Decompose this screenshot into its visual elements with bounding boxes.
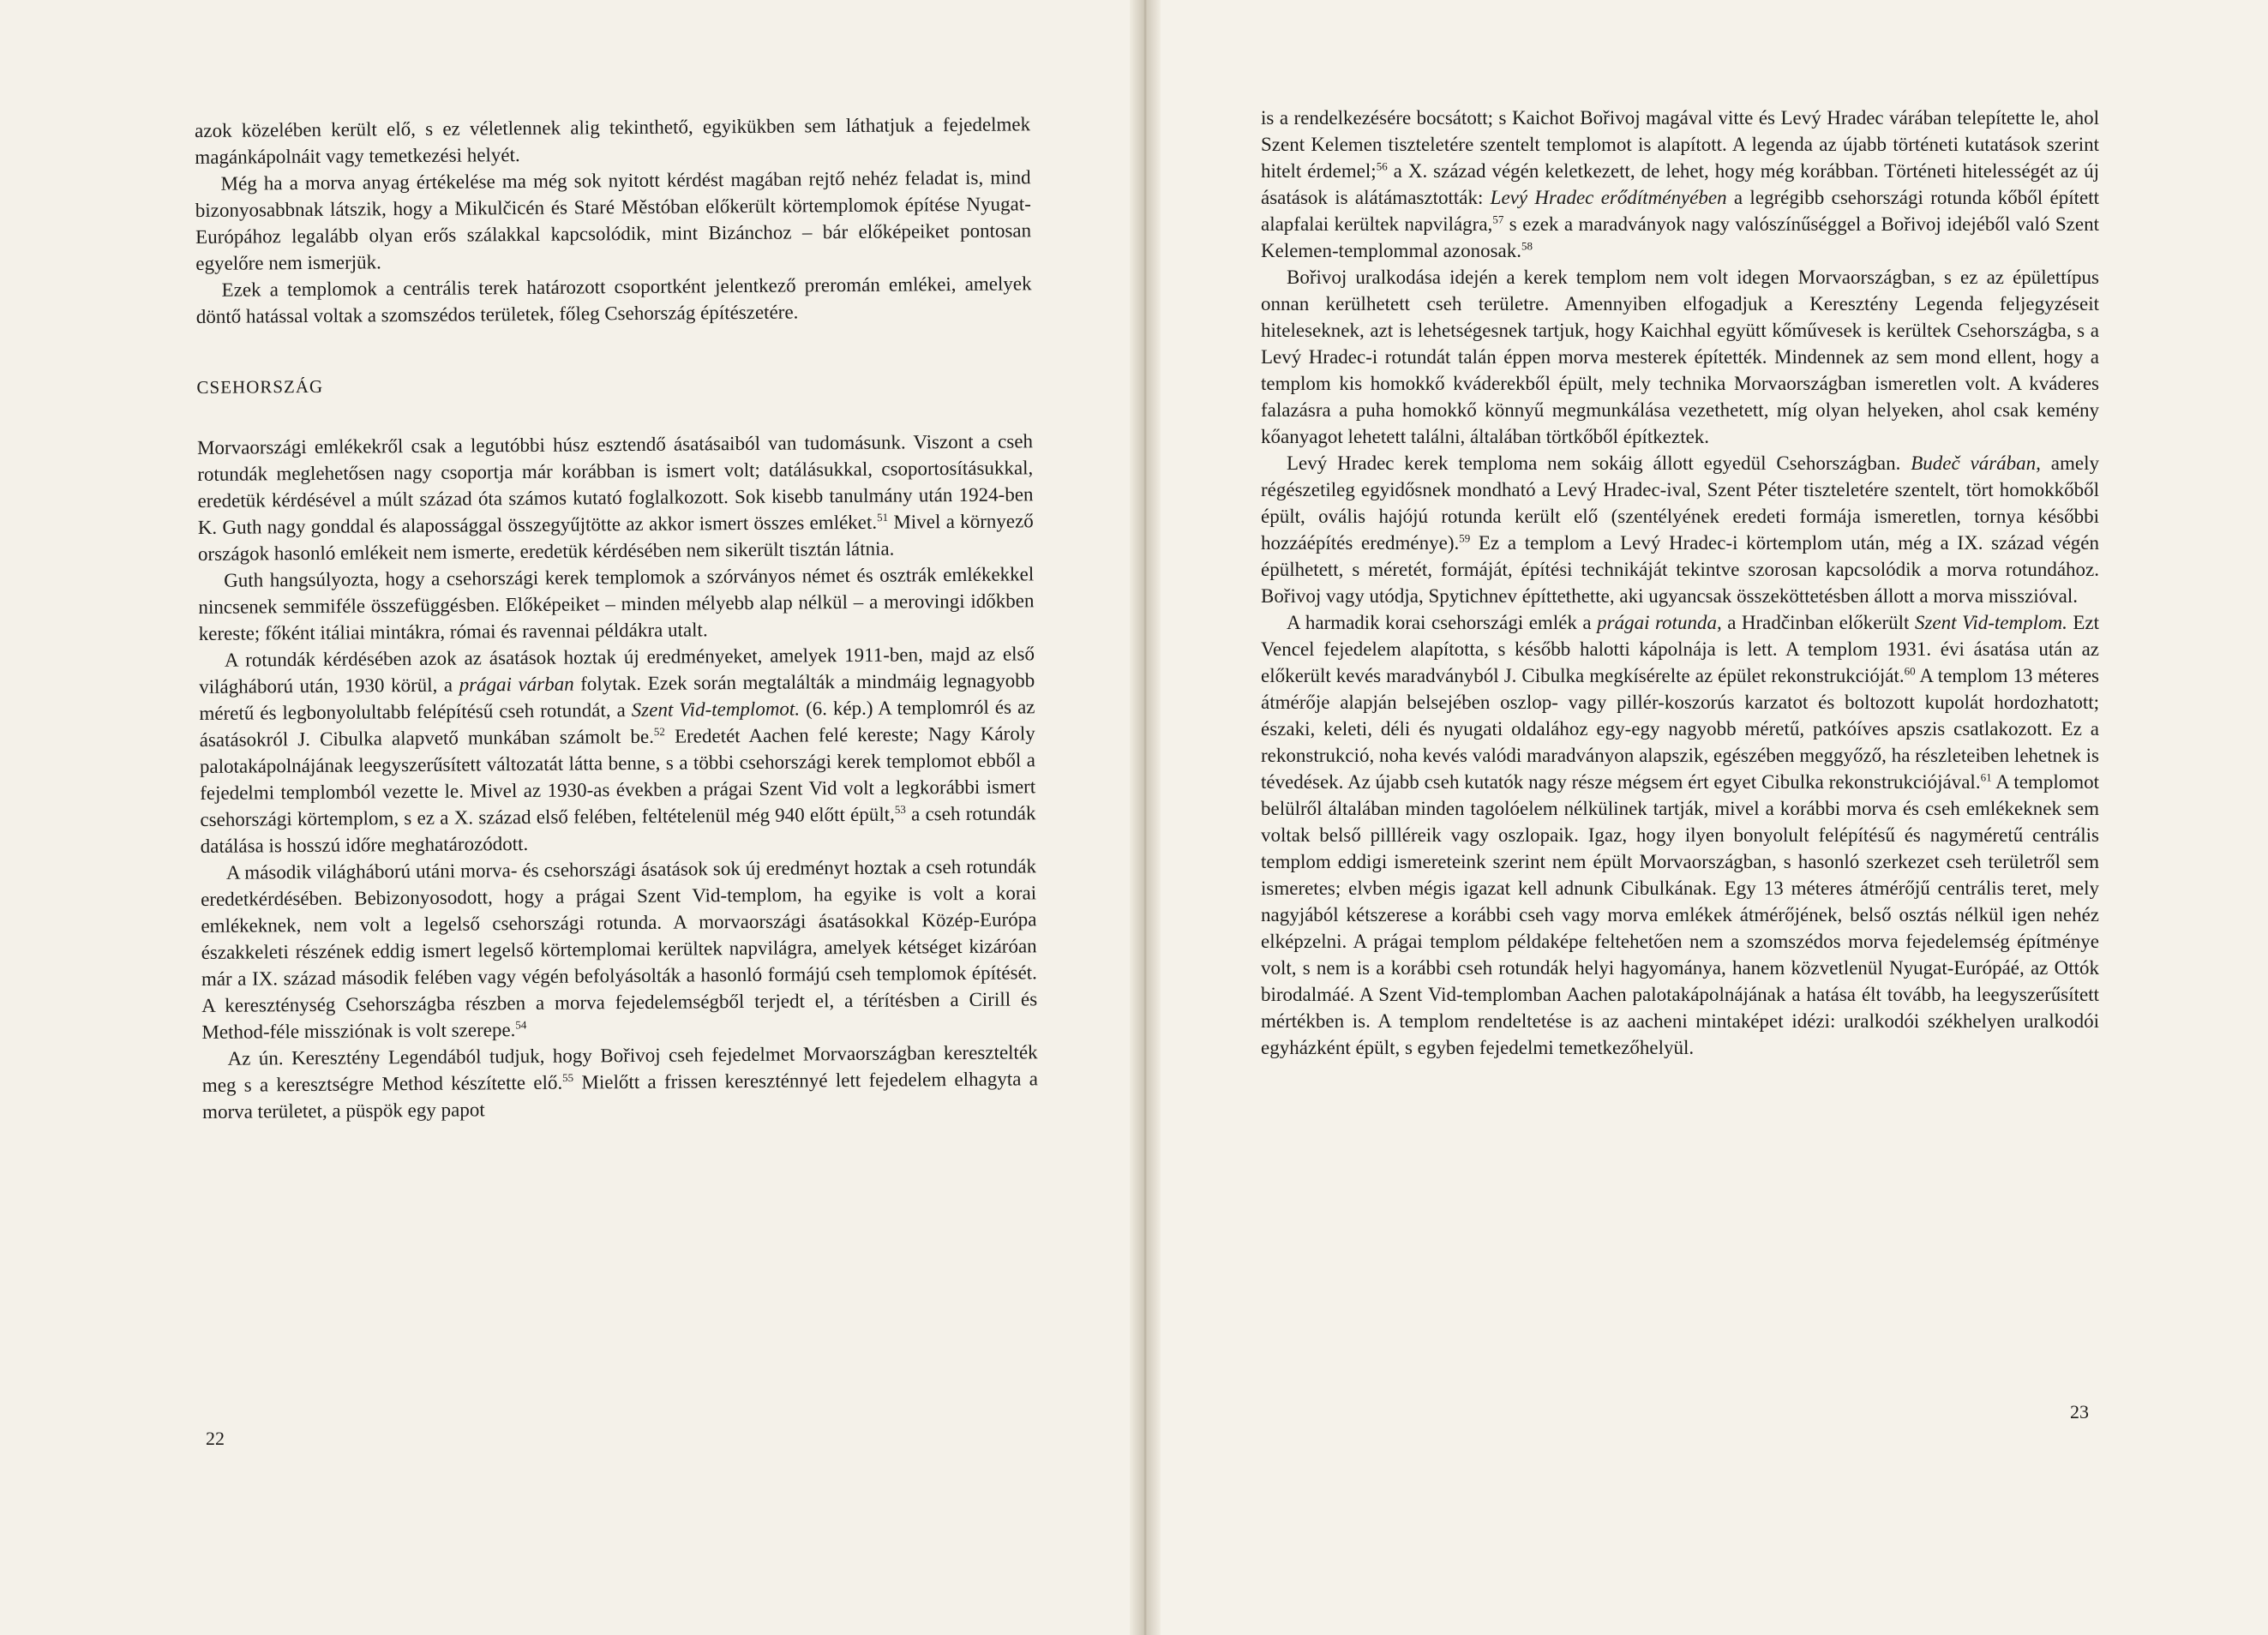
page-number: 23: [2070, 1401, 2089, 1422]
paragraph-text: Ezt Vencel fejedelem alapította, s később halotti kápolnája is lett. A templom 1931. évi ásatása után az előkerült kevés maradványból J. Cibulka megkísérelte az épület rekonstrukcióját.: [1261, 612, 2099, 686]
left-page-text: [195, 111, 1038, 1125]
paragraph-text: Az ún. Keresztény Legendából tudjuk, hogy Bořivoj cseh fejedelmet Morvaországban keresztelték meg s a keresztségre Method készítette elő.: [201, 1041, 1038, 1096]
paragraph-text: is a rendelkezésére bocsátott; s Kaichot Bořivoj magával vitte és Levý Hradec várában telepítette le, ahol Szent Kelemen tiszteletére szentelt templomot is alapított. A legenda az újabb történeti kutatások szerint hitelt érdemel;: [1261, 107, 2099, 182]
paragraph: Még ha a morva anyag értékelése ma még sok nyitott kérdést magában rejtő nehéz feladat is, mind bizonyosabbnak látszik, hogy a Mikulčicén és Staré Městóban előkerült körtemplomok építése Nyugat-Európához legalább olyan erős szálakkal kapcsolódik, mint Bizánchoz – bár előképeiket pontosan egyelőre nem ismerjük.: [195, 166, 1032, 274]
italic-term: Budeč várában,: [1911, 452, 2041, 474]
paragraph: [1261, 450, 2099, 609]
paragraph-text: a cseh rotundák datálása is hosszú időre meghatározódott.: [200, 802, 1036, 857]
footnote-ref: 58: [1521, 239, 1533, 253]
italic-term: Szent Vid-templomot.: [631, 698, 801, 722]
paragraph: azok közelében került elő, s ez véletlennek alig tekinthető, egyikükben sem láthatjuk a fejedelmek magánkápolnáit vagy temetkezési helyét.: [195, 113, 1031, 168]
footnote-ref: 55: [562, 1070, 574, 1085]
paragraph-text: A második világháború utáni morva- és csehországi ásatások sok új eredményt hoztak a cseh rotundák eredetkérdésében. Bebizonyosodott, hogy a prágai Szent Vid-templom, ha egyike is volt a korai emlékeknek, nem volt a legelső csehországi rotunda. A morvaországi ásatásokkal Közép-Európa északkeleti részének eddig ismert legelső körtemplomai kerültek napvilágra, amelyek kétséget kizáróan már a IX. század második felében vagy végén befolyásolták a hasonló formájú cseh templomok építését. A kereszténység Csehországba részben a morva fejedelemségből terjedt el, a térítésben a Cirill és Method-féle missziónak is volt szerepe.: [201, 855, 1038, 1043]
paragraph: [197, 428, 1034, 567]
paragraph: [199, 640, 1036, 859]
footnote-ref: 53: [894, 802, 906, 816]
paragraph-text: Eredetét Aachen felé kereste; Nagy Károly palotakápolnájának leegyszerűsített változatát látta benne, s a többi csehországi kerek templomot ebből a fejedelmi templomból vezette le. Mivel az 1930-as években a prágai Szent Vid volt a legkorábbi ismert csehországi körtemplom, s ez a X. század első felében, feltételenül még 940 előtt épült,: [199, 722, 1036, 830]
paragraph: Guth hangsúlyozta, hogy a csehországi kerek templomok a szórványos német és osztrák emlékekkel nincsenek semmiféle összefüggésben. Előképeiket – minden mélyebb alap nélkül – a merovingi időkben kereste; főként itáliai mintákra, római és ravennai példákra utalt.: [198, 563, 1035, 644]
footnote-ref: 57: [1492, 213, 1504, 226]
book-gutter: [1130, 0, 1161, 1635]
footnote-ref: 59: [1459, 531, 1471, 545]
footnote-ref: 56: [1376, 159, 1388, 173]
paragraph-text: A rotundák kérdésében azok az ásatások hoztak új eredményeket, amelyek 1911-ben, majd az első világháború után, 1930 körül, a: [199, 643, 1035, 698]
paragraph-text: Mivel a környező országok hasonló emlékeit nem ismerte, eredetük kérdésében nem sikerült tisztán látnia.: [197, 510, 1034, 565]
italic-term: prágai várban: [459, 673, 574, 696]
paragraph-text: A templomot belülről általában minden tagolóelem nélkülinek tartják, mivel a korábbi morva és cseh emlékeknek sem voltak belső pillléreik vagy oszlopaik. Igaz, hogy ilyen bonyolult felépítésű és nagyméretű centrális templom eddigi ismereteink szerint nem épült Morvaországban, s hasonló szerkezet cseh területről sem ismeretes; elvben mégis igazat kell adnunk Cibulkának. Egy 13 méteres átmérőjű centrális teret, mely nagyjából kétszerese a korábbi cseh vagy morva emlékek átmérőjének, belső osztás nélkül igen nehéz elképzelni. A prágai templom példaképe feltehetően nem a szomszédos morva fejedelemség építménye volt, s nem is a korábbi cseh rotundák helyi hagyománya, hanem közvetlenül Nyugat-Európáé, az Ottók birodalmáé. A Szent Vid-templomban Aachen palotakápolnájának a hatása élt tovább, ha leegyszerűsített mértékben is. A templom rendeltetése is az aacheni mintaképet idézi: uralkodói székhelyen uralkodói egyházként épült, s egyben fejedelmi temetkezőhelyül.: [1261, 771, 2099, 1058]
paragraph-text: Levý Hradec kerek temploma nem sokáig állott egyedül Csehországban.: [1287, 452, 1911, 474]
section-heading: CSEHORSZÁG: [196, 375, 324, 398]
paragraph-text: a X. század végén keletkezett, de lehet, hogy még korábban. Történeti hitelességét az új ásatások is alátámasztották:: [1261, 160, 2099, 208]
paragraph-text: A harmadik korai csehországi emlék a: [1287, 612, 1598, 633]
paragraph-text: a legrégibb csehországi rotunda kőből épített alapfalai kerültek napvilágra,: [1261, 187, 2099, 235]
paragraph: [1261, 609, 2099, 1061]
paragraph: [202, 1039, 1039, 1125]
paragraph-text: a Hradčinban előkerült: [1721, 612, 1915, 633]
right-page: [1150, 0, 2268, 1635]
italic-term: Szent Vid-templom.: [1914, 612, 2067, 633]
paragraph: [201, 853, 1038, 1045]
footnote-ref: 60: [1904, 664, 1916, 678]
paragraph-text: Mielőtt a frissen kereszténnyé lett fejedelem elhagyta a morva területet, a püspök egy papot: [202, 1068, 1038, 1123]
italic-term: Levý Hradec erődítményében: [1490, 187, 1727, 208]
paragraph-text: Ez a templom a Levý Hradec-i körtemplom után, még a IX. század végén épülhetett, s méretét, formáját, építési technikáját tekintve szorosan kapcsolódik a morva rotundához. Bořivoj vagy utódja, Spytichnev építtethette, aki ugyancsak összeköttetésben állott a morva misszióval.: [1261, 532, 2099, 607]
paragraph-text: amely régészetileg egyidősnek mondható a Levý Hradec-ival, Szent Péter tiszteletére szentelt, tört homokkőből épült, ovális hajójú rotunda került elő (szentélyének eredeti formája ismeretlen, tornya későbbi hozzáépítés eredménye).: [1261, 452, 2099, 554]
paragraph-text: folytak. Ezek során megtalálták a mindmáig legnagyobb méretű és legbonyolultabb felépítésű cseh rotundát, a: [199, 669, 1035, 724]
italic-term: prágai rotunda,: [1597, 612, 1722, 633]
footnote-ref: 61: [1980, 770, 1992, 784]
footnote-ref: 52: [653, 725, 665, 739]
paragraph: [1261, 105, 2099, 264]
right-page-text: [1261, 105, 2099, 1061]
paragraph-text: A templom 13 méteres átmérője alapján belsejében oszlop- vagy pillér-koszorús karzatot és boltozott kupolát hordozhatott; északi, keleti, déli és nyugati oldalához egy-egy nagyobb méretű, patkóíves apszis csatlakozott. Ez a rekonstrukció, noha kevés valódi maradványon alapszik, egészében meggyőző, ha részleteiben lehetnek is tévedések. Az újabb cseh kutatók nagy része mégsem ért egyet Cibulka rekonstrukciójával.: [1261, 665, 2099, 793]
page-number: 22: [206, 1428, 225, 1449]
footnote-ref: 54: [515, 1018, 527, 1032]
paragraph-text: (6. kép.) A templomról és az ásatásokról J. Cibulka alapvető munkában számolt be.: [199, 696, 1035, 751]
paragraph: Bořivoj uralkodása idején a kerek templom nem volt idegen Morvaországban, s ez az épülettípus onnan kerülhetett cseh területre. Amennyiben elfogadjuk a Keresztény Legenda feljegyzéseit hiteleseknek, azt is lehetségesnek tartjuk, hogy Kaichhal együtt kőművesek is kerültek Csehországba, s a Levý Hradec-i rotundát talán éppen morva mesterek építették. Mindennek az sem mond ellent, hogy a templom kis homokkő kváderekből épült, mely technika Morvaországban ismeretlen volt. A kváderes falazásra a puha homokkő könnyű megmunkálása vezethetett, míg olyan helyeken, ahol csak kemény kőanyagot lehetett találni, általában törtkőből építkeztek.: [1261, 267, 2099, 447]
paragraph-text: Morvaországi emlékekről csak a legutóbbi húsz esztendő ásatásaiból van tudomásunk. Viszont a cseh rotundák meglehetősen nagy csoportja már korábban is ismert volt; datálásukkal, csoportosításukkal, eredetük kérdésével a múlt század óta számos kutató foglalkozott. Sok kisebb tanulmány után 1924-ben K. Guth nagy gonddal és alapossággal összegyűjtötte az akkor ismert összes emléket.: [196, 430, 1034, 538]
footnote-ref: 51: [876, 511, 889, 524]
paragraph-text: s ezek a maradványok nagy valószínűséggel a Bořivoj idejéből való Szent Kelemen-templommal azonosak.: [1261, 213, 2099, 261]
paragraph: Ezek a templomok a centrális terek határozott csoportként jelentkező preromán emlékei, amelyek döntő hatással voltak a szomszédos területek, főleg Csehország építészetére.: [195, 272, 1032, 327]
